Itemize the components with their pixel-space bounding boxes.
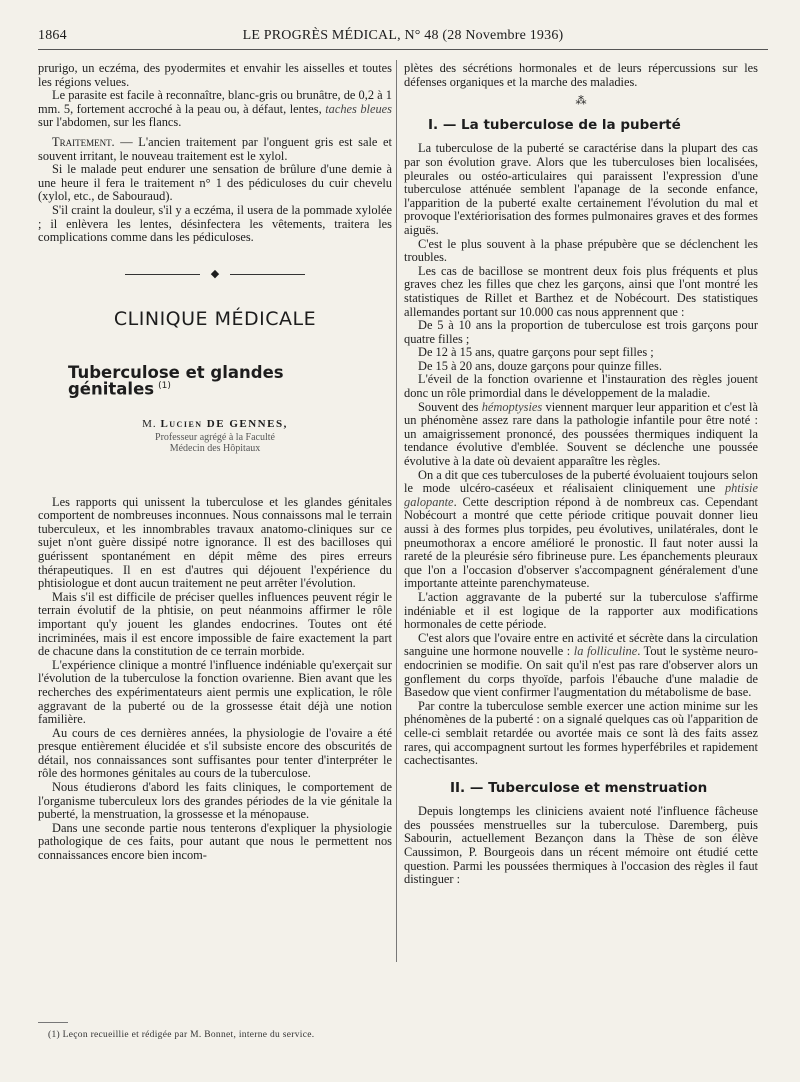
section-heading: I. — La tuberculose de la puberté xyxy=(428,116,681,133)
paragraph: Depuis longtemps les cliniciens avaient noté l'influence fâcheuse des poussées menstruelles sur la tuberculose. Daremberg, puis Sabourin, actuellement Bezançon dans la Thèse de son élève Caussimon, P. Bourgeois dans un récent mémoire ont étudié cette question. Parmi les poussées thermiques à l'occasion des règles il faut distinguer : xyxy=(404,804,758,887)
header-rule xyxy=(38,49,768,50)
paragraph: L'expérience clinique a montré l'influence indéniable qu'exerçait sur l'évolution de la tuberculose la fonction ovarienne. Bien avant que les recherches des expérimentateurs aient permis une explication, le rôle aggravant de la puberté ou de la grossesse était déjà une notion familière. xyxy=(38,657,392,727)
author-name: Lucien DE GENNES, xyxy=(160,418,288,430)
footnote-rule xyxy=(38,1022,68,1023)
author-prefix: M. xyxy=(142,418,161,430)
affiliation-1: Professeur agrégé à la Faculté xyxy=(155,431,275,443)
author-line xyxy=(38,418,392,432)
paragraph: Les cas de bacillose se montrent deux fois plus fréquents et plus graves chez les filles que chez les garçons, ainsi que l'ont montré les statistiques de Rillet et Barthez et de Nobécourt. Des statistiques allemandes portant sur 10.000 cas nous apprennent que : xyxy=(404,263,758,319)
paragraph xyxy=(38,136,392,163)
text-run: viennent marquer leur apparition et c'est là un phénomène assez rare dans la pathologie infantile pour être noté : un amaigrissement prononcé, des poussées thermiques indiquent la tendance évolutive d'emblée. Souvent se déclenche une poussée évolutive à la date où devaient apparaître les règles. xyxy=(404,399,758,469)
paragraph: La tuberculose de la puberté se caractérise dans la plupart des cas par son évolution grave. Alors que les tuberculoses bien localisées, pleurales ou ostéo-articulaires qui paraissent l'expression d'une tuberculose atténuée semblent l'apanage de la seconde enfance, l'apparition de la puberté exalte certainement l'évolution du mal et provoque l'extériorisation des formes pulmonaires graves et des formes aiguës. xyxy=(404,141,758,237)
ornament-glyph: ◆ xyxy=(200,270,230,279)
statistic-line: De 15 à 20 ans, douze garçons pour quinze filles. xyxy=(418,358,662,373)
text-run: Le parasite est facile à reconnaître, blanc-gris ou brunâtre, de 0,2 à 1 mm. 5, fortement accroché à la peau ou, à défaut, lentes, xyxy=(38,88,392,116)
affiliation-2: Médecin des Hôpitaux xyxy=(169,442,261,454)
paragraph: L'éveil de la fonction ovarienne et l'instauration des règles jouent donc un rôle primordial dans le développement de la maladie. xyxy=(404,372,758,401)
paragraph xyxy=(404,632,758,700)
section-heading: II. — Tuberculose et menstruation xyxy=(450,779,708,796)
paragraph: prurigo, un eczéma, des pyodermites et envahir les aisselles et toutes les régions velues. xyxy=(38,61,392,89)
column-divider xyxy=(396,60,397,962)
text-run: sur l'abdomen, sur les flancs. xyxy=(38,115,182,130)
italic-term: taches bleues xyxy=(325,101,393,116)
paragraph: Par contre la tuberculose semble exercer une action minime sur les phénomènes de la puberté : on a signalé quelques cas où l'apparition de celle-ci semblait retardée ou avortée mais ce sont là des faits assez rares, qui accompagnent surtout les formes hyperfébriles et rapidement cachectisantes. xyxy=(404,698,758,768)
paragraph: L'action aggravante de la puberté sur la tuberculose s'affirme indéniable et il est logique de la rapporter aux modifications hormonales de cette période. xyxy=(404,589,758,632)
paragraph: Nous étudierons d'abord les faits cliniques, le comportement de l'organisme tuberculeux lors des grandes périodes de la vie génitale la puberté, la menstruation, la grossesse et la ménopause. xyxy=(38,780,392,822)
italic-term: la folliculine xyxy=(573,644,638,659)
spacer xyxy=(38,454,392,496)
statistic-line: De 5 à 10 ans la proportion de tuberculose est trois garçons pour quatre filles ; xyxy=(404,318,758,346)
text-run: C'est alors que l'ovaire entre en activité et sécrète dans la circulation sanguine une hormone nouvelle : xyxy=(404,630,758,659)
right-column xyxy=(404,62,758,887)
paragraph: S'il craint la douleur, s'il y a eczéma, il usera de la pommade xylolée ; il enlèvera les lentes, désinfectera les vêtements, traitera les complications comme dans les pédiculoses. xyxy=(38,202,392,245)
paragraph: Les rapports qui unissent la tuberculose et les glandes génitales comportent de nombreuses inconnues. Nous connaissons mal le terrain tuberculeux, et les innombrables travaux anatomo-cliniques sur ce sujet n'ont guère dissipé notre ignorance. Il est des bacilloses qui guérissent spontanément en dépit même des pires erreurs thérapeutiques. Il en est d'autres qui déjouent l'expérience du phtisiologue et dont aucun traitement ne peut arrêter l'évolution. xyxy=(38,494,392,591)
running-title: LE PROGRÈS MÉDICAL, N° 48 (28 Novembre 1936) xyxy=(242,28,564,43)
paragraph: Si le malade peut endurer une sensation de brûlure d'une demie à une heure il fera le traitement n° 1 des pédiculoses du cuir chevelu (xylol, etc., de Sabouraud). xyxy=(38,162,392,204)
run-in-label: Traitement. xyxy=(52,134,115,149)
article-title-text: Tuberculose et glandes génitales xyxy=(68,363,284,399)
text-run: — L'ancien traitement par l'onguent gris est sale et souvent irritant, le nouveau traitement est le xylol. xyxy=(38,134,392,163)
left-column xyxy=(38,62,392,863)
paragraph xyxy=(404,401,758,469)
text-run: Souvent des xyxy=(418,399,482,414)
article-title xyxy=(68,363,392,399)
text-run: . Cette description répond à de nombreux cas. Cependant Nobécourt a montré que cette période critique pouvait donner lieu aussi à des formes plus torpides, peu évolutives, unilatérales, dont le pneumothorax a encore amélioré le pronostic. Il faut noter aussi la rareté de la pleurésie séro fibrineuse pure. Les épanchements pleuraux que l'on a l'occasion d'observer s'accompagnent généralement d'une importante atteinte parenchymateuse. xyxy=(404,494,758,591)
paragraph xyxy=(38,89,392,130)
italic-term: phtisie galopante xyxy=(404,481,758,509)
paragraph: Mais s'il est difficile de préciser quelles influences peuvent régir le terrain évolutif de la phtisie, on peut néanmoins affirmer le rôle important qu'y jouent les glandes endocrines. Toutes ont été incriminées, mais il est encore impossible de faire exactement la part de chacune dans la constitution de ce terrain morbide. xyxy=(38,589,392,659)
footnote-marker: (1) xyxy=(158,380,171,391)
paragraph xyxy=(404,469,758,591)
page-header xyxy=(38,28,768,46)
paragraph: plètes des sécrétions hormonales et de leurs répercussions sur les défenses organiques et la marche des maladies. xyxy=(404,61,758,89)
paragraph: C'est le plus souvent à la phase prépubère que se déclenchent les troubles. xyxy=(404,236,758,265)
paragraph: Dans une seconde partie nous tenterons d'expliquer la physiologie pathologique de ces faits, pour autant que nous le permettent nos connaissances encore bien incom- xyxy=(38,820,392,863)
section-ornament xyxy=(125,269,305,281)
page-number: 1864 xyxy=(38,28,67,43)
text-run: . Tout le système neuro-endocrinien se modifie. On sait qu'il n'est pas rare d'observer alors un gonflement du corps thyoïde, parfois l'ébauche d'une maladie de Basedow que vient confirmer l'augmentation du métabolisme de base. xyxy=(404,644,758,700)
footnote: (1) Leçon recueillie et rédigée par M. Bonnet, interne du service. xyxy=(48,1030,315,1040)
paragraph: Au cours de ces dernières années, la physiologie de l'ovaire a été presque entièrement élucidée et s'il subsiste encore des obscurités de détail, nos connaissances sont suffisantes pour tenter d'interpréter le rôle des hormones génitales au cours de la tuberculose. xyxy=(38,725,392,781)
statistic-line: De 12 à 15 ans, quatre garçons pour sept filles ; xyxy=(418,345,654,360)
section-title: CLINIQUE MÉDICALE xyxy=(113,307,317,330)
italic-term: hémoptysies xyxy=(481,399,543,414)
text-run: On a dit que ces tuberculoses de la puberté évoluaient toujours selon le mode ulcéro-caséeux et réalisaient cliniquement une xyxy=(404,467,758,496)
asterism: ⁂ xyxy=(575,95,587,108)
